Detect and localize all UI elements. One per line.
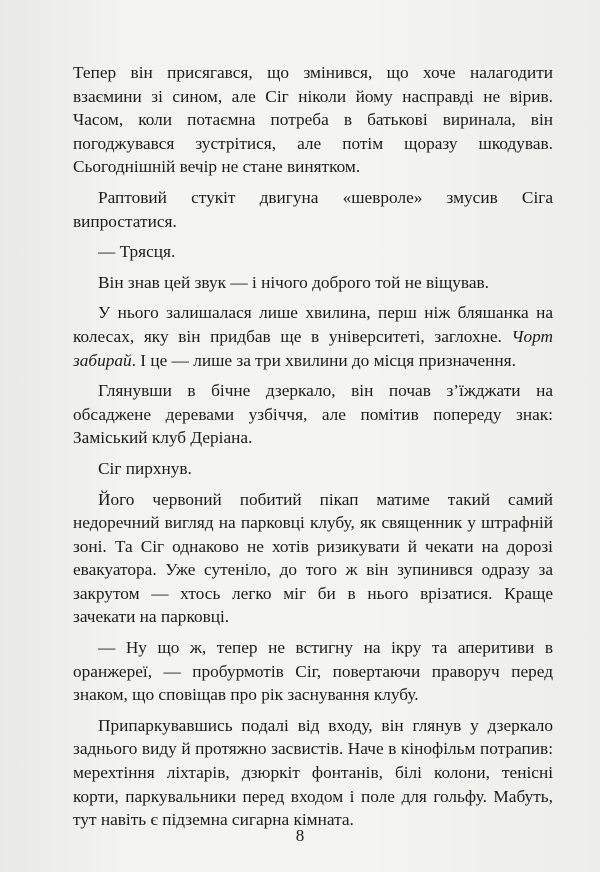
paragraph-3: — Трясця. [98, 242, 176, 262]
paragraph-1: Тепер він присягався, що змінився, що хоче налагодити взаємини зі сином, але Сіг ніколи йому насправді не вірив. Часом, коли потаємна потреба в батькові виринала, він погоджувався зустрітися, але потім щоразу шкодував. Сьогоднішній вечір не стане винятком. [73, 63, 553, 177]
paragraph-5-italic: Чорт забирай [73, 326, 553, 370]
paragraph-10: Припаркувавшись подалі від входу, він глянув у дзеркало заднього виду й протяжно засвистів. Наче в кінофільм потрапив: мерехтіння ліхтарів, дзюркіт фонтанів, білі колони, тенісні корти, паркувальники перед входом і поле для гольфу. Мабуть, тут навіть є підземна сигарна кімната. [73, 715, 553, 830]
paragraph-8: Його червоний побитий пікап матиме такий самий недоречний вигляд на парковці клубу, як священник у штрафній зоні. Та Сіг однаково не хотів ризикувати й чекати на дорозі евакуатора. Уже сутеніло, до того ж він зупинився одразу за закрутом — хтось легко міг би в нього врізатися. Краще зачекати на парковці. [73, 489, 553, 627]
paragraph-7: Сіг пирхнув. [98, 458, 192, 478]
paragraph-4: Він знав цей звук — і нічого доброго той не віщував. [98, 272, 489, 292]
paragraph-6: Глянувши в бічне дзеркало, він почав з’їжджати на обсаджене деревами узбіччя, але помітив попереду знак: Заміський клуб Деріана. [73, 381, 553, 448]
body-text [73, 61, 553, 839]
paragraph-5-part-a: У нього залишалася лише хвилина, перш ніж бляшанка на колесах, яку він придбав ще в університеті, заглохне. [73, 303, 553, 346]
paragraph-5 [73, 301, 553, 372]
page-number: 8 [295, 826, 305, 845]
paragraph-5-part-b: . І це — лише за три хвилини до місця призначення. [131, 350, 516, 370]
paragraph-9: — Ну що ж, тепер не встигну на ікру та аперитиви в оранжереї, — пробурмотів Сіг, повертаючи праворуч перед знаком, що сповіщав про рік заснування клубу. [73, 638, 553, 705]
paragraph-2: Раптовий стукіт двигуна «шевроле» змусив Сіга випростатися. [73, 187, 553, 231]
